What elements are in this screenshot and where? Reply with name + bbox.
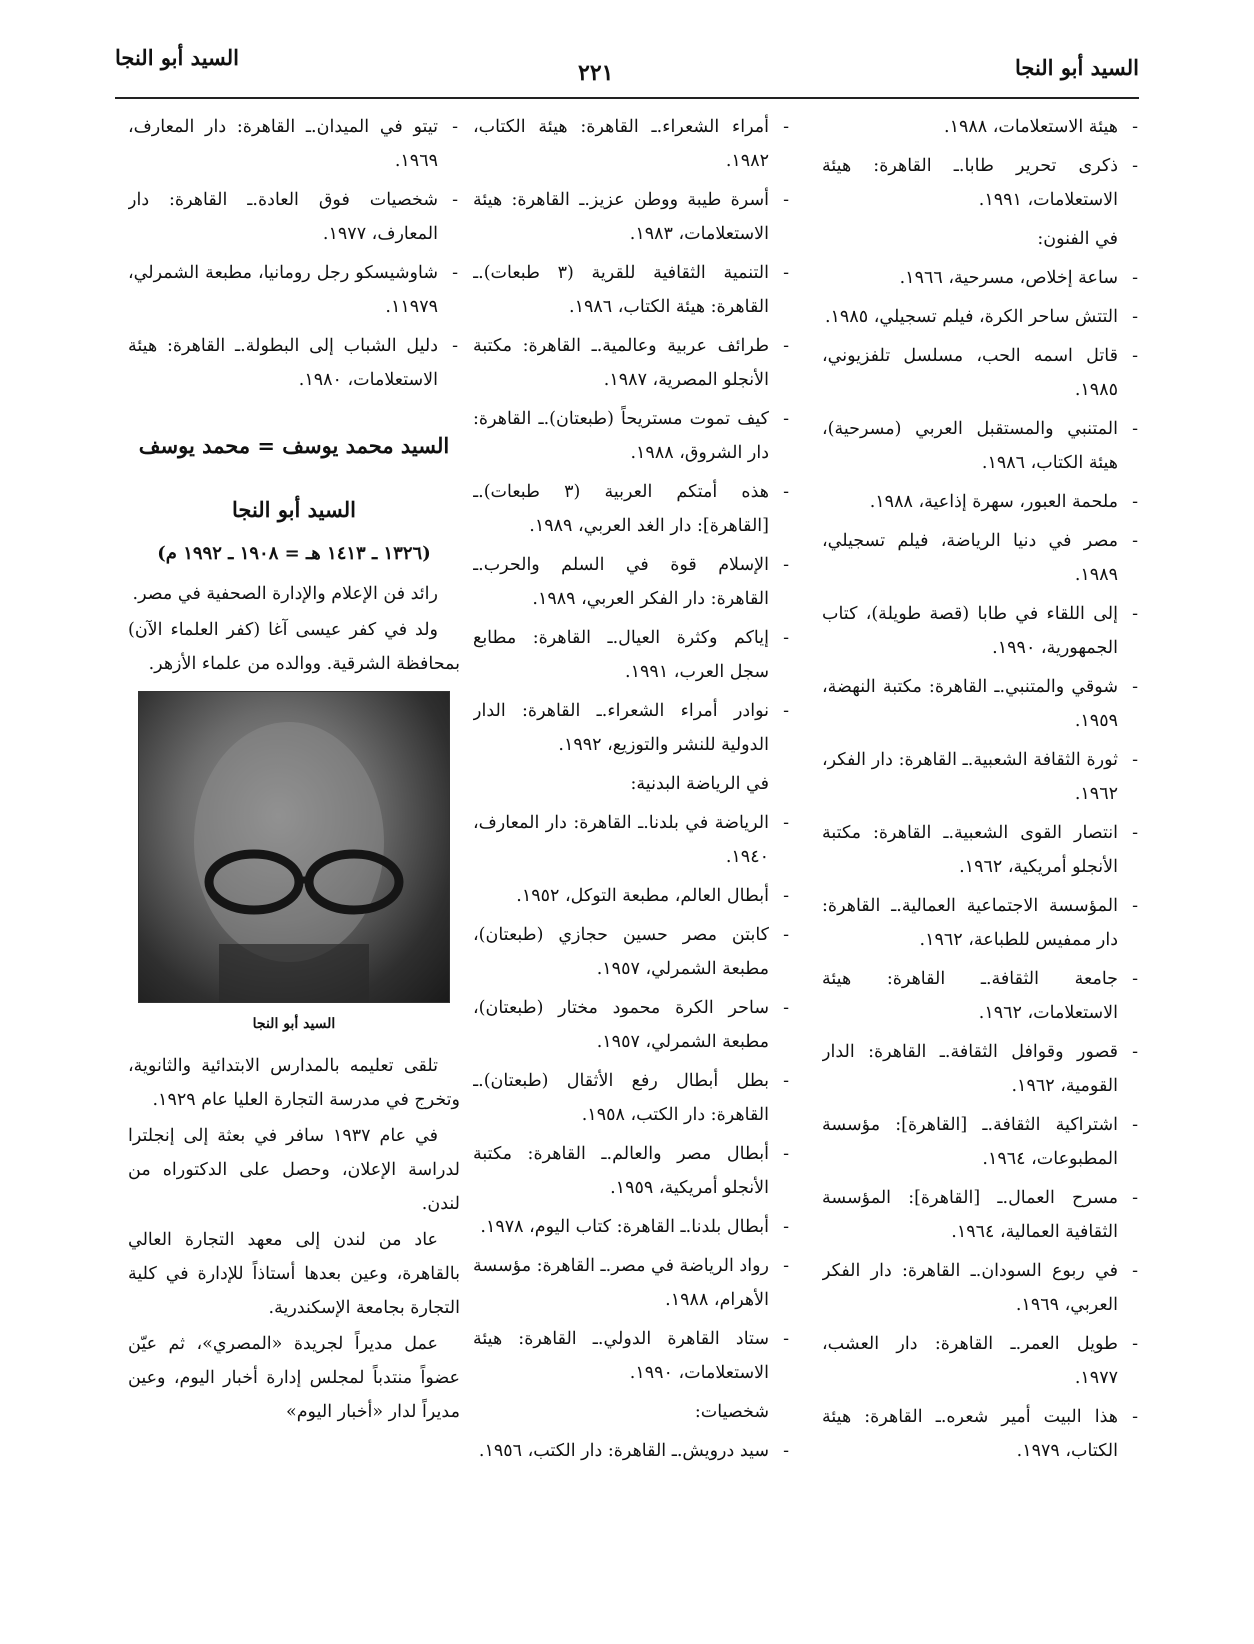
bullet-dash: -: [1132, 492, 1138, 512]
list-item: - طرائف عربية وعالمية.ـ القاهرة: مكتبة الأنجلو المصرية، ١٩٨٧.: [473, 329, 791, 397]
bullet-dash: -: [1132, 268, 1138, 288]
bullet-dash: -: [783, 1256, 789, 1276]
bio-paragraph: في عام ١٩٣٧ سافر في بعثة إلى إنجلترا لدراسة الإعلان، وحصل على الدكتوراه من لندن.: [128, 1126, 460, 1214]
bullet-dash: -: [783, 409, 789, 429]
portrait-photo: [138, 691, 450, 1003]
bullet-dash: -: [783, 117, 789, 137]
list-item: - المتنبي والمستقبل العربي (مسرحية)، هيئة الكتاب، ١٩٨٦.: [822, 412, 1140, 480]
section-label: في الفنون:: [1037, 229, 1118, 249]
bio-paragraph: عمل مديراً لجريدة «المصري»، ثم عيّن عضواً منتدباً لمجلس إدارة أخبار اليوم، وعين مديراً لدار «أخبار اليوم»: [128, 1334, 460, 1422]
list-item: - أبطال بلدنا.ـ القاهرة: كتاب اليوم، ١٩٧٨.: [473, 1210, 791, 1244]
header-rule: [115, 97, 1139, 99]
list-item: - ملحمة العبور، سهرة إذاعية، ١٩٨٨.: [822, 485, 1140, 519]
bullet-dash: -: [783, 482, 789, 502]
list-item: - المؤسسة الاجتماعية العمالية.ـ القاهرة: دار ممفيس للطباعة، ١٩٦٢.: [822, 889, 1140, 957]
list-item: - طويل العمر.ـ القاهرة: دار العشب، ١٩٧٧.: [822, 1327, 1140, 1395]
list-item: - قصور وقوافل الثقافة.ـ القاهرة: الدار القومية، ١٩٦٢.: [822, 1035, 1140, 1103]
list-item: - أمراء الشعراء.ـ القاهرة: هيئة الكتاب، ١٩٨٢.: [473, 110, 791, 178]
list-item: - مصر في دنيا الرياضة، فيلم تسجيلي، ١٩٨٩.: [822, 524, 1140, 592]
list-item: - هيئة الاستعلامات، ١٩٨٨.: [822, 110, 1140, 144]
list-item: - نوادر أمراء الشعراء.ـ القاهرة: الدار الدولية للنشر والتوزيع، ١٩٩٢.: [473, 694, 791, 762]
bullet-dash: -: [783, 628, 789, 648]
bullet-dash: -: [1132, 896, 1138, 916]
list-item: - الإسلام قوة في السلم والحرب.ـ القاهرة: دار الفكر العربي، ١٩٨٩.: [473, 548, 791, 616]
bullet-dash: -: [452, 117, 458, 137]
list-item: - ساحر الكرة محمود مختار (طبعتان)، مطبعة الشمرلي، ١٩٥٧.: [473, 991, 791, 1059]
bullet-dash: -: [1132, 117, 1138, 137]
list-item: - ستاد القاهرة الدولي.ـ القاهرة: هيئة الاستعلامات، ١٩٩٠.: [473, 1322, 791, 1390]
list-item: - إلى اللقاء في طابا (قصة طويلة)، كتاب الجمهورية، ١٩٩٠.: [822, 597, 1140, 665]
list-item: - هذا البيت أمير شعره.ـ القاهرة: هيئة الكتاب، ١٩٧٩.: [822, 1400, 1140, 1468]
list-item: - انتصار القوى الشعبية.ـ القاهرة: مكتبة الأنجلو أمريكية، ١٩٦٢.: [822, 816, 1140, 884]
cross-reference-heading: السيد محمد يوسف = محمد يوسف: [138, 433, 450, 458]
list-item: - شوقي والمتنبي.ـ القاهرة: مكتبة النهضة، ١٩٥٩.: [822, 670, 1140, 738]
list-item: - ذكرى تحرير طابا.ـ القاهرة: هيئة الاستعلامات، ١٩٩١.: [822, 149, 1140, 217]
list-item: - بطل أبطال رفع الأثقال (طبعتان).ـ القاهرة: دار الكتب، ١٩٥٨.: [473, 1064, 791, 1132]
bullet-dash: -: [1132, 419, 1138, 439]
bullet-dash: -: [783, 813, 789, 833]
bullet-dash: -: [783, 1441, 789, 1461]
biography-dates: (١٣٢٦ ـ ١٤١٣ هـ = ١٩٠٨ ـ ١٩٩٢ م): [157, 543, 431, 564]
list-item: - أبطال العالم، مطبعة التوكل، ١٩٥٢.: [473, 879, 791, 913]
bullet-dash: -: [1132, 156, 1138, 176]
bio-paragraph: ولد في كفر عيسى آغا (كفر العلماء الآن) بمحافظة الشرقية. ووالده من علماء الأزهر.: [128, 620, 460, 674]
list-item: - هذه أمتكم العربية (٣ طبعات).ـ [القاهرة]: دار الغد العربي، ١٩٨٩.: [473, 475, 791, 543]
bullet-dash: -: [1132, 969, 1138, 989]
bullet-dash: -: [783, 1217, 789, 1237]
list-item: - إياكم وكثرة العيال.ـ القاهرة: مطابع سجل العرب، ١٩٩١.: [473, 621, 791, 689]
bullet-dash: -: [1132, 1261, 1138, 1281]
bullet-dash: -: [452, 263, 458, 283]
bullet-dash: -: [1132, 677, 1138, 697]
bullet-dash: -: [1132, 307, 1138, 327]
list-item: - في ربوع السودان.ـ القاهرة: دار الفكر العربي، ١٩٦٩.: [822, 1254, 1140, 1322]
biography-heading: السيد أبو النجا: [231, 497, 356, 522]
section-label: شخصيات:: [694, 1402, 769, 1422]
list-item: - اشتراكية الثقافة.ـ [القاهرة]: مؤسسة المطبوعات، ١٩٦٤.: [822, 1108, 1140, 1176]
bullet-dash: -: [783, 336, 789, 356]
list-item: - قاتل اسمه الحب، مسلسل تلفزيوني، ١٩٨٥.: [822, 339, 1140, 407]
list-item: - أبطال مصر والعالم.ـ القاهرة: مكتبة الأنجلو أمريكية، ١٩٥٩.: [473, 1137, 791, 1205]
list-item: - التنمية الثقافية للقرية (٣ طبعات).ـ القاهرة: هيئة الكتاب، ١٩٨٦.: [473, 256, 791, 324]
bullet-dash: -: [452, 336, 458, 356]
list-item: - جامعة الثقافة.ـ القاهرة: هيئة الاستعلامات، ١٩٦٢.: [822, 962, 1140, 1030]
middle-column: [473, 110, 791, 1620]
bullet-dash: -: [783, 998, 789, 1018]
bullet-dash: -: [1132, 604, 1138, 624]
page-number: ٢٢١: [578, 60, 614, 86]
running-header-right: السيد أبو النجا: [1014, 55, 1139, 80]
list-item: - شخصيات فوق العادة.ـ القاهرة: دار المعارف، ١٩٧٧.: [128, 183, 460, 251]
bio-paragraph: عاد من لندن إلى معهد التجارة العالي بالقاهرة، وعين بعدها أستاذاً للإدارة في كلية التجارة بجامعة الإسكندرية.: [128, 1230, 460, 1318]
list-item: - الرياضة في بلدنا.ـ القاهرة: دار المعارف، ١٩٤٠.: [473, 806, 791, 874]
bullet-dash: -: [1132, 1115, 1138, 1135]
bullet-dash: -: [1132, 750, 1138, 770]
photo-caption: السيد أبو النجا: [252, 1016, 336, 1032]
bullet-dash: -: [783, 190, 789, 210]
list-item: - كابتن مصر حسين حجازي (طبعتان)، مطبعة الشمرلي، ١٩٥٧.: [473, 918, 791, 986]
list-item: - سيد درويش.ـ القاهرة: دار الكتب، ١٩٥٦.: [473, 1434, 791, 1468]
bullet-dash: -: [783, 1071, 789, 1091]
list-item: - رواد الرياضة في مصر.ـ القاهرة: مؤسسة الأهرام، ١٩٨٨.: [473, 1249, 791, 1317]
bullet-dash: -: [1132, 823, 1138, 843]
bio-paragraph: تلقى تعليمه بالمدارس الابتدائية والثانوية، وتخرج في مدرسة التجارة العليا عام ١٩٢٩.: [128, 1056, 460, 1110]
bio-paragraph: رائد فن الإعلام والإدارة الصحفية في مصر.: [132, 584, 438, 604]
bullet-dash: -: [1132, 1188, 1138, 1208]
section-label: في الرياضة البدنية:: [630, 774, 769, 794]
list-item: - شاوشيسكو رجل رومانيا، مطبعة الشمرلي، ١١٩٧٩.: [128, 256, 460, 324]
bullet-dash: -: [783, 263, 789, 283]
bullet-dash: -: [1132, 1407, 1138, 1427]
list-item: - دليل الشباب إلى البطولة.ـ القاهرة: هيئة الاستعلامات، ١٩٨٠.: [128, 329, 460, 397]
bullet-dash: -: [1132, 1334, 1138, 1354]
bullet-dash: -: [783, 886, 789, 906]
bullet-dash: -: [783, 925, 789, 945]
list-item: - أسرة طيبة ووطن عزيز.ـ القاهرة: هيئة الاستعلامات، ١٩٨٣.: [473, 183, 791, 251]
list-item: - تيتو في الميدان.ـ القاهرة: دار المعارف، ١٩٦٩.: [128, 110, 460, 178]
bullet-dash: -: [783, 701, 789, 721]
list-item: - ثورة الثقافة الشعبية.ـ القاهرة: دار الفكر، ١٩٦٢.: [822, 743, 1140, 811]
bullet-dash: -: [1132, 346, 1138, 366]
list-item: - مسرح العمال.ـ [القاهرة]: المؤسسة الثقافية العمالية، ١٩٦٤.: [822, 1181, 1140, 1249]
right-column: [822, 110, 1140, 1620]
left-column: [128, 110, 460, 1620]
bullet-dash: -: [783, 1329, 789, 1349]
running-header-left: السيد أبو النجا: [115, 45, 240, 70]
bullet-dash: -: [783, 1144, 789, 1164]
bullet-dash: -: [1132, 1042, 1138, 1062]
bullet-dash: -: [1132, 531, 1138, 551]
list-item: - كيف تموت مستريحاً (طبعتان).ـ القاهرة: دار الشروق، ١٩٨٨.: [473, 402, 791, 470]
list-item: - التتش ساحر الكرة، فيلم تسجيلي، ١٩٨٥.: [822, 300, 1140, 334]
portrait-photo-graphic: [139, 692, 449, 1002]
list-item: - ساعة إخلاص، مسرحية، ١٩٦٦.: [822, 261, 1140, 295]
bullet-dash: -: [783, 555, 789, 575]
bullet-dash: -: [452, 190, 458, 210]
